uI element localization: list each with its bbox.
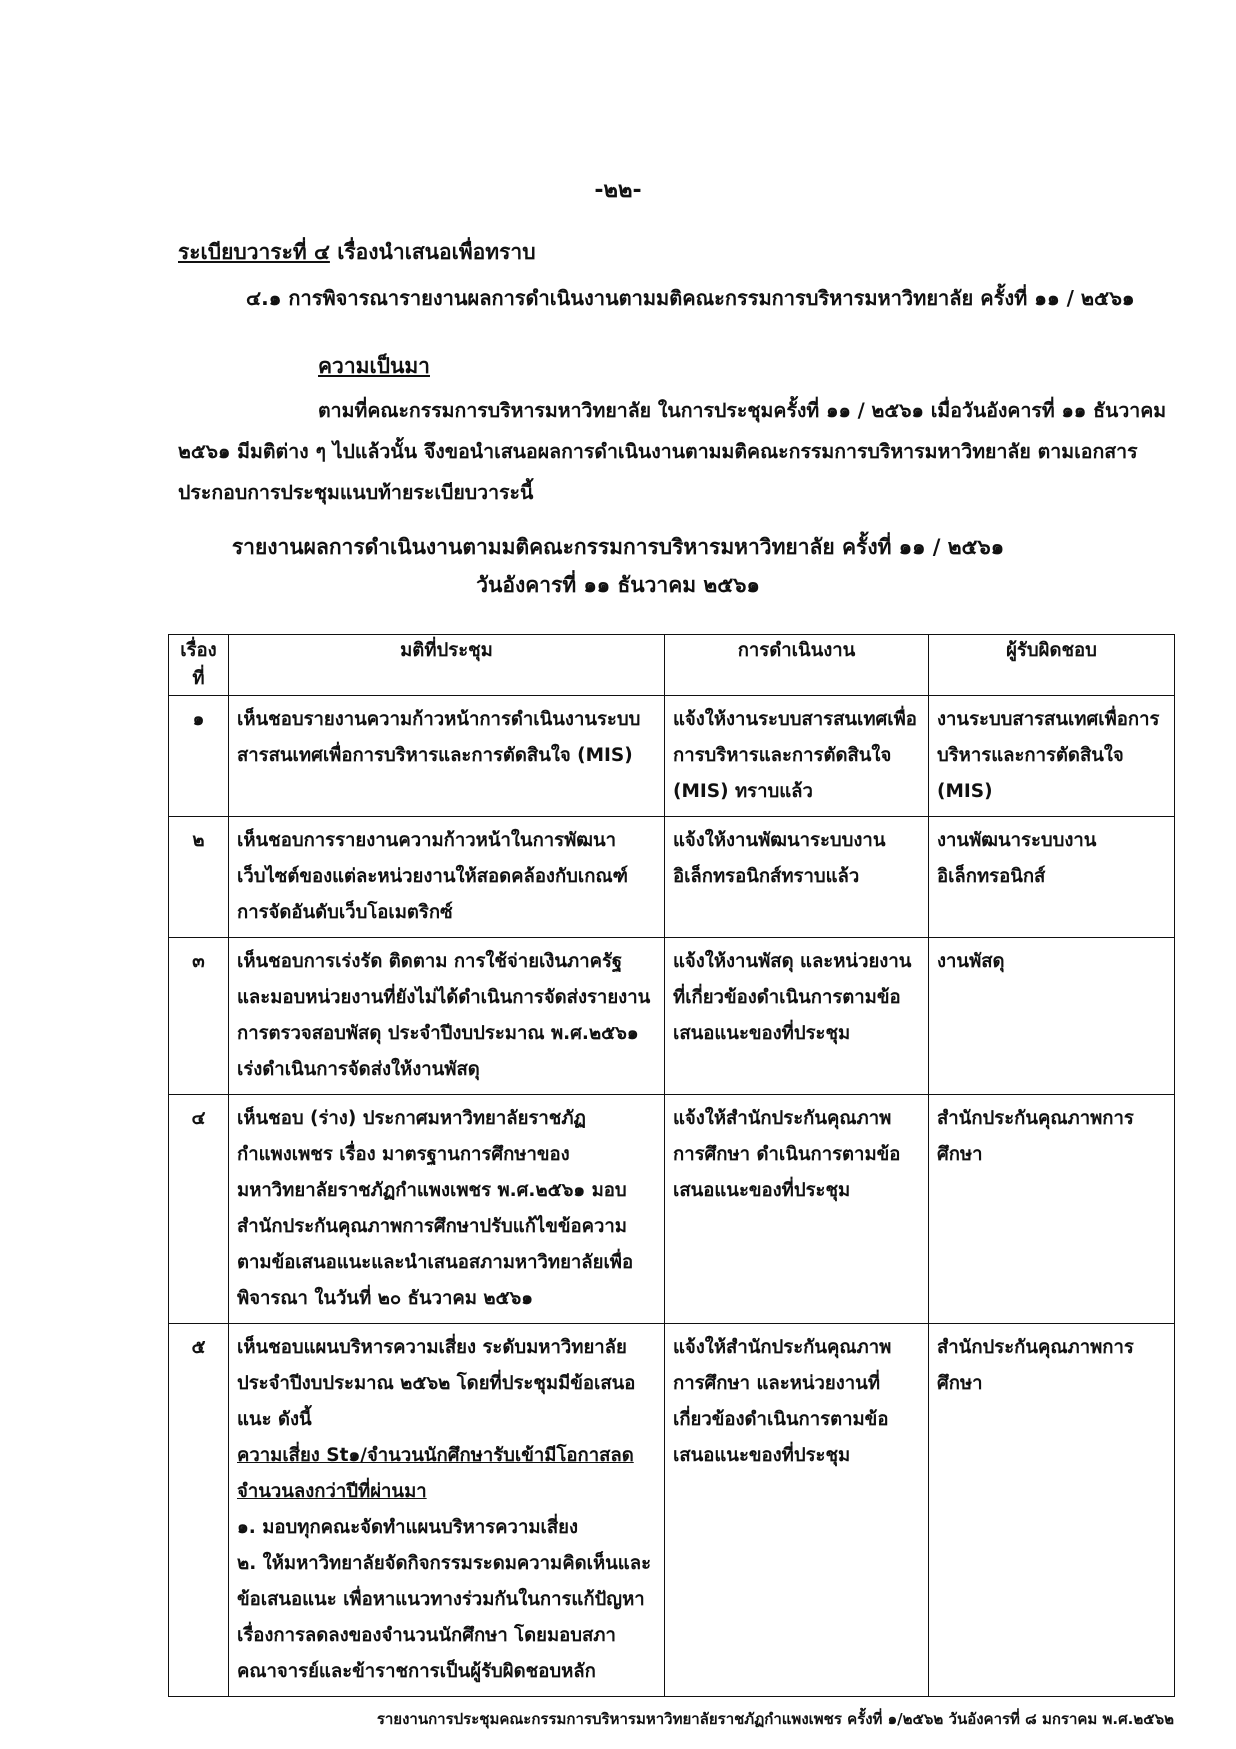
report-title xyxy=(0,528,1236,604)
header-no: เรื่องที่ xyxy=(169,635,229,696)
row-no: ๑ xyxy=(169,696,229,817)
table-row xyxy=(169,696,1175,817)
row-action: แจ้งให้สำนักประกันคุณภาพการศึกษา และหน่วยงานที่เกี่ยวข้องดำเนินการตามข้อเสนอแนะของที่ประชุม xyxy=(665,1324,929,1697)
row-action: แจ้งให้งานพัสดุ และหน่วยงานที่เกี่ยวข้องดำเนินการตามข้อเสนอแนะของที่ประชุม xyxy=(665,938,929,1095)
row-no: ๕ xyxy=(169,1324,229,1697)
risk-point-2: ๒. ให้มหาวิทยาลัยจัดกิจกรรมระดมความคิดเห็นและข้อเสนอแนะ เพื่อหาแนวทางร่วมกันในการแก้ปัญหาเรื่องการลดลงของจำนวนนักศึกษา โดยมอบสภาคณาจารย์และข้าราชการเป็นผู้รับผิดชอบหลัก xyxy=(237,1553,652,1682)
header-action: การดำเนินงาน xyxy=(665,635,929,696)
row-action: แจ้งให้สำนักประกันคุณภาพการศึกษา ดำเนินการตามข้อเสนอแนะของที่ประชุม xyxy=(665,1095,929,1324)
agenda-label: ระเบียบวาระที่ ๔ xyxy=(178,240,330,264)
page-footer: รายงานการประชุมคณะกรรมการบริหารมหาวิทยาลัยราชภัฏกำแพงเพชร ครั้งที่ ๑/๒๕๖๒ วันอังคารที่ ๘ มกราคม พ.ศ.๒๕๖๒ xyxy=(376,1710,1174,1728)
row-owner: งานระบบสารสนเทศเพื่อการบริหารและการตัดสินใจ (MIS) xyxy=(929,696,1175,817)
table-row xyxy=(169,1324,1175,1697)
row-no: ๒ xyxy=(169,817,229,938)
row-resolution: เห็นชอบการเร่งรัด ติดตาม การใช้จ่ายเงินภาครัฐ และมอบหน่วยงานที่ยังไม่ได้ดำเนินการจัดส่งรายงานการตรวจสอบพัสดุ ประจำปีงบประมาณ พ.ศ.๒๕๖๑ เร่งดำเนินการจัดส่งให้งานพัสดุ xyxy=(229,938,665,1095)
row-resolution xyxy=(229,1324,665,1697)
row-no: ๔ xyxy=(169,1095,229,1324)
row-resolution: เห็นชอบ (ร่าง) ประกาศมหาวิทยาลัยราชภัฏกำแพงเพชร เรื่อง มาตรฐานการศึกษาของมหาวิทยาลัยราชภัฏกำแพงเพชร พ.ศ.๒๕๖๑ มอบสำนักประกันคุณภาพการศึกษาปรับแก้ไขข้อความตามข้อเสนอแนะและนำเสนอสภามหาวิทยาลัยเพื่อพิจารณา ในวันที่ ๒๐ ธันวาคม ๒๕๖๑ xyxy=(229,1095,665,1324)
table-row xyxy=(169,817,1175,938)
row-resolution-intro: เห็นชอบแผนบริหารความเสี่ยง ระดับมหาวิทยาลัย ประจำปีงบประมาณ ๒๕๖๒ โดยที่ประชุมมีข้อเสนอแนะ ดังนี้ xyxy=(237,1337,636,1430)
table-header-row xyxy=(169,635,1175,696)
background-heading: ความเป็นมา xyxy=(318,354,430,378)
report-title-line1: รายงานผลการดำเนินงานตามมติคณะกรรมการบริหารมหาวิทยาลัย ครั้งที่ ๑๑ / ๒๕๖๑ xyxy=(231,535,1005,559)
background-paragraph xyxy=(178,390,1184,513)
row-no: ๓ xyxy=(169,938,229,1095)
risk-point-1: ๑. มอบทุกคณะจัดทำแผนบริหารความเสี่ยง xyxy=(237,1517,579,1538)
agenda-title: เรื่องนำเสนอเพื่อทราบ xyxy=(337,240,536,264)
header-owner: ผู้รับผิดชอบ xyxy=(929,635,1175,696)
row-action: แจ้งให้งานพัฒนาระบบงานอิเล็กทรอนิกส์ทราบแล้ว xyxy=(665,817,929,938)
row-owner: สำนักประกันคุณภาพการศึกษา xyxy=(929,1095,1175,1324)
risk-heading: ความเสี่ยง St๑/จำนวนนักศึกษารับเข้ามีโอกาสลดจำนวนลงกว่าปีที่ผ่านมา xyxy=(237,1445,634,1502)
row-owner: สำนักประกันคุณภาพการศึกษา xyxy=(929,1324,1175,1697)
agenda-heading xyxy=(178,236,536,269)
background-paragraph-text: ตามที่คณะกรรมการบริหารมหาวิทยาลัย ในการประชุมครั้งที่ ๑๑ / ๒๕๖๑ เมื่อวันอังคารที่ ๑๑ ธันวาคม ๒๕๖๑ มีมติต่าง ๆ ไปแล้วนั้น จึงขอนำเสนอผลการดำเนินงานตามมติคณะกรรมการบริหารมหาวิทยาลัย ตามเอกสารประกอบการประชุมแนบท้ายระเบียบวาระนี้ xyxy=(178,399,1167,504)
row-resolution: เห็นชอบรายงานความก้าวหน้าการดำเนินงานระบบสารสนเทศเพื่อการบริหารและการตัดสินใจ (MIS) xyxy=(229,696,665,817)
row-action: แจ้งให้งานระบบสารสนเทศเพื่อการบริหารและการตัดสินใจ (MIS) ทราบแล้ว xyxy=(665,696,929,817)
row-owner: งานพัฒนาระบบงานอิเล็กทรอนิกส์ xyxy=(929,817,1175,938)
report-title-line2: วันอังคารที่ ๑๑ ธันวาคม ๒๕๖๑ xyxy=(476,573,760,597)
header-resolution: มติที่ประชุม xyxy=(229,635,665,696)
row-owner: งานพัสดุ xyxy=(929,938,1175,1095)
resolutions-table xyxy=(168,634,1175,1697)
table-row xyxy=(169,1095,1175,1324)
agenda-item-title: ๔.๑ การพิจารณารายงานผลการดำเนินงานตามมติคณะกรรมการบริหารมหาวิทยาลัย ครั้งที่ ๑๑ / ๒๕๖๑ xyxy=(246,286,1135,310)
table-row xyxy=(169,938,1175,1095)
page-number: -๒๒- xyxy=(594,178,642,203)
row-resolution: เห็นชอบการรายงานความก้าวหน้าในการพัฒนาเว็บไซต์ของแต่ละหน่วยงานให้สอดคล้องกับเกณฑ์การจัดอันดับเว็บโอเมตริกซ์ xyxy=(229,817,665,938)
